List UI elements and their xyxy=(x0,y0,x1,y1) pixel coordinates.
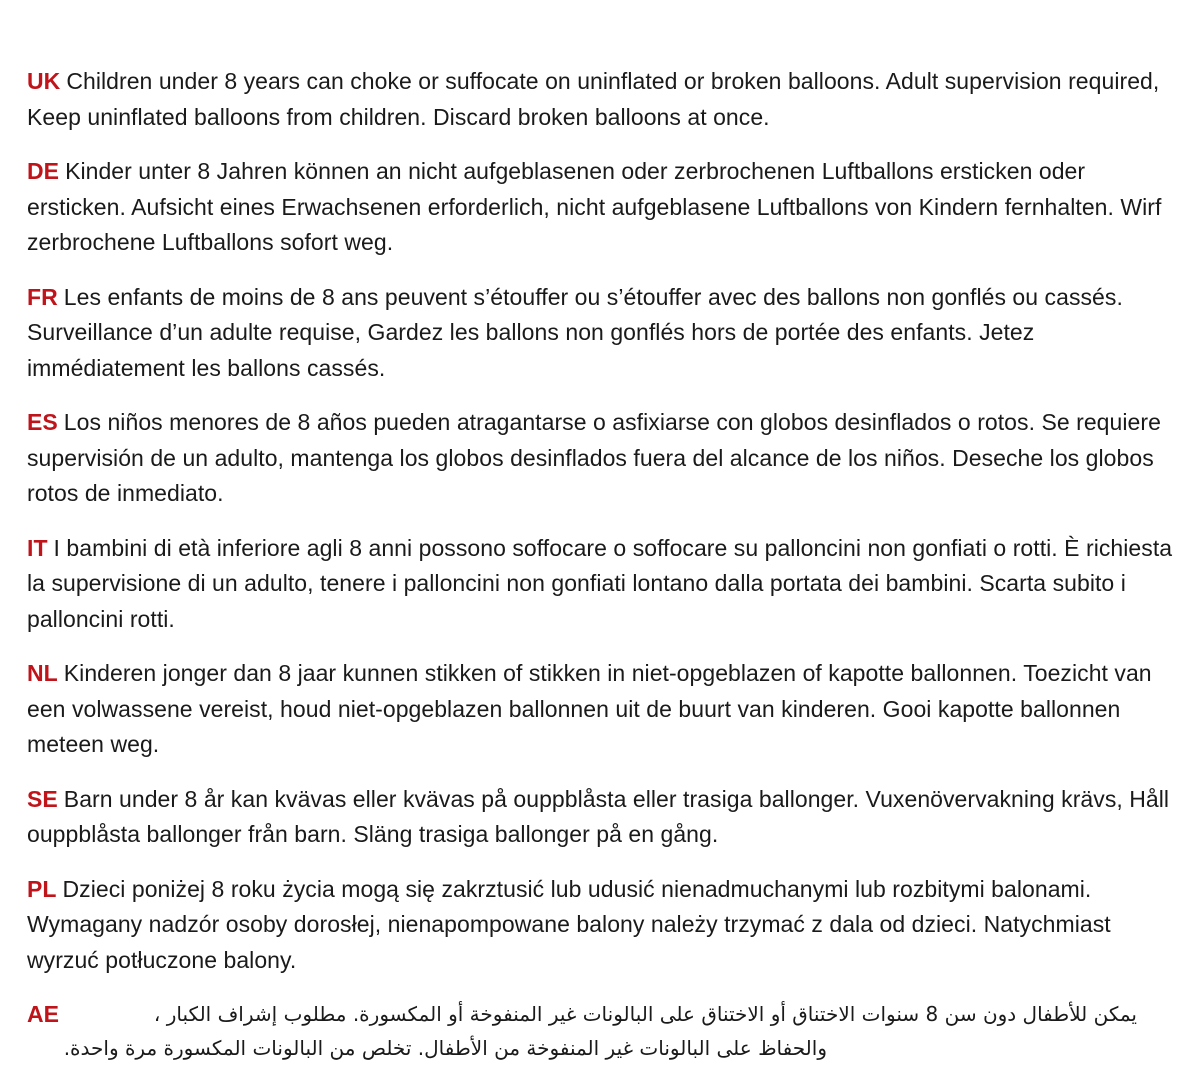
warning-text-se: Barn under 8 år kan kvävas eller kvävas på ouppblåsta eller trasiga ballonger. Vuxenövervakning krävs, Håll ouppblåsta ballonger från barn. Släng trasiga ballonger på en gång. xyxy=(27,785,1170,847)
warning-nl xyxy=(27,656,1177,763)
warning-it xyxy=(27,531,1177,638)
warning-de xyxy=(27,154,1177,261)
warning-fr xyxy=(27,280,1177,387)
warning-se xyxy=(27,782,1177,853)
language-code-nl: NL xyxy=(27,660,58,686)
warning-text-ae-line2: والحفاظ على البالونات غير المنفوخة من الأطفال. تخلص من البالونات المكسورة مرة واحدة. xyxy=(63,1036,827,1060)
language-code-it: IT xyxy=(27,534,48,561)
warning-document xyxy=(27,64,1177,1065)
language-code-ae: AE xyxy=(27,1001,59,1027)
warning-text-it: I bambini di età inferiore agli 8 anni possono soffocare o soffocare su palloncini non gonfiati o rotti. È richiesta la supervisione di un adulto, tenere i palloncini non gonfiati lontano dalla portata dei bambini. Scarta subito i palloncini rotti. xyxy=(27,534,1173,632)
language-code-pl: PL xyxy=(27,875,57,902)
warning-es xyxy=(27,405,1177,512)
warning-text-pl: Dzieci poniżej 8 roku życia mogą się zakrztusić lub udusić nienadmuchanymi lub rozbitymi balonami. Wymagany nadzór osoby dorosłej, nienapompowane balony należy trzymać z dala od dzieci. Natychmiast wyrzuć potłuczone balony. xyxy=(27,875,1111,973)
language-code-se: SE xyxy=(27,785,58,812)
language-code-fr: FR xyxy=(27,283,58,310)
language-code-de: DE xyxy=(27,158,60,184)
language-code-uk: UK xyxy=(27,68,61,94)
warning-text-es: Los niños menores de 8 años pueden atragantarse o asfixiarse con globos desinflados o rotos. Se requiere supervisión de un adulto, mantenga los globos desinflados fuera del alcance de los niños. Deseche los globos rotos de inmediato. xyxy=(27,409,1161,506)
warning-text-ae-line1: يمكن للأطفال دون سن 8 سنوات الاختناق أو الاختناق على البالونات غير المنفوخة أو المكسورة. مطلوب إشراف الكبار ، xyxy=(153,1002,1137,1026)
warning-text-de: Kinder unter 8 Jahren können an nicht aufgeblasenen oder zerbrochenen Luftballons ersticken oder ersticken. Aufsicht eines Erwachsenen erforderlich, nicht aufgeblasene Luftballons von Kindern fernhalten. Wirf zerbrochene Luftballons sofort weg. xyxy=(27,158,1162,255)
warning-pl xyxy=(27,872,1177,979)
warning-text-uk: Children under 8 years can choke or suffocate on uninflated or broken balloons. Adult supervision required, Keep uninflated balloons from children. Discard broken balloons at once. xyxy=(27,68,1160,130)
warning-uk xyxy=(27,64,1177,135)
warning-text-nl: Kinderen jonger dan 8 jaar kunnen stikken of stikken in niet-opgeblazen of kapotte ballonnen. Toezicht van een volwassene vereist, houd niet-opgeblazen ballonnen uit de buurt van kinderen. Gooi kapotte ballonnen meteen weg. xyxy=(27,660,1152,757)
warning-text-fr: Les enfants de moins de 8 ans peuvent s’étouffer ou s’étouffer avec des ballons non gonflés ou cassés. Surveillance d’un adulte requise, Gardez les ballons non gonflés hors de portée des enfants. Jetez immédiatement les ballons cassés. xyxy=(27,283,1123,381)
warning-text-ae xyxy=(27,997,1137,1065)
language-code-es: ES xyxy=(27,409,58,435)
warning-ae xyxy=(27,997,1177,1065)
